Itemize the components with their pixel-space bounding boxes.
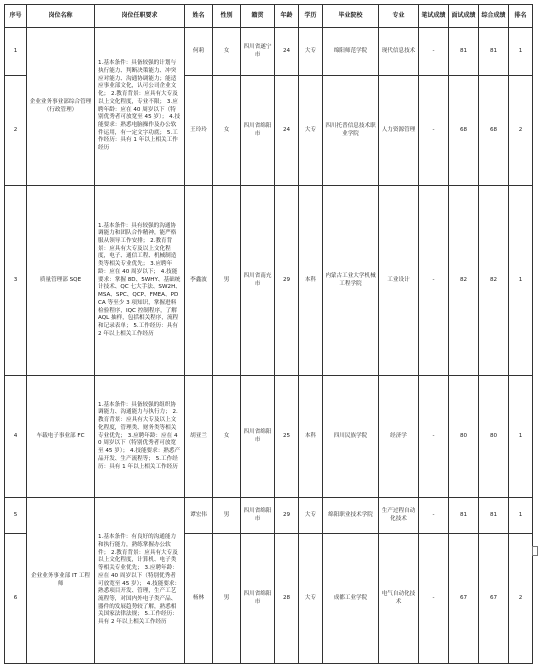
cell-origin: 四川省遂宁市: [241, 28, 275, 76]
header-name: 姓名: [185, 5, 213, 28]
table-row: [5, 498, 533, 534]
cell-education: 大专: [299, 498, 323, 534]
cell-age: 24: [275, 28, 299, 76]
cell-post: 车载电子事业部 FC: [27, 376, 95, 498]
header-gender: 性别: [213, 5, 241, 28]
cell-origin: 四川省绵阳市: [241, 498, 275, 534]
cell-major: 生产过程自动化技术: [379, 498, 419, 534]
cell-rank: 1: [509, 28, 533, 76]
header-major: 专业: [379, 5, 419, 28]
header-requirement: 岗位任职要求: [95, 5, 185, 28]
cell-name: 何莉: [185, 28, 213, 76]
cell-interview-score: 67: [449, 534, 479, 664]
cell-written-score: -: [419, 28, 449, 76]
cell-interview-score: 68: [449, 76, 479, 186]
cell-interview-score: 80: [449, 376, 479, 498]
cell-total-score: 67: [479, 534, 509, 664]
header-rank: 排名: [509, 5, 533, 28]
cell-origin: 四川省绵阳市: [241, 534, 275, 664]
cell-written-score: -: [419, 376, 449, 498]
cell-post: 质量管理部 SQE: [27, 186, 95, 376]
cell-interview-score: 82: [449, 186, 479, 376]
cell-rank: 1: [509, 186, 533, 376]
table-header-row: [5, 5, 533, 28]
cell-age: 29: [275, 498, 299, 534]
cell-gender: 女: [213, 28, 241, 76]
cell-school: 四川民族学院: [323, 376, 379, 498]
cell-major: 人力资源管理: [379, 76, 419, 186]
cell-school: 绵阳师范学院: [323, 28, 379, 76]
cell-seq: 2: [5, 76, 27, 186]
cell-written-score: -: [419, 76, 449, 186]
header-post: 岗位名称: [27, 5, 95, 28]
table-row: [5, 28, 533, 76]
cell-school: 四川托普信息技术职业学院: [323, 76, 379, 186]
cell-gender: 女: [213, 376, 241, 498]
cell-name: 杨林: [185, 534, 213, 664]
cell-origin: 四川省南充市: [241, 186, 275, 376]
cell-major: 经济学: [379, 376, 419, 498]
cell-rank: 1: [509, 498, 533, 534]
cell-requirement: 1.基本条件：有良好的沟通能力和执行能力，熟练掌握办公软件； 2.教育背景：应具有大专及以上文化程度，计算机、电子类等相关专业优先； 3.应聘年龄：应在 40 周岁以下（特别优秀者可放宽至 45 岁）； 4.技能要求：熟悉项目开发、管理，生产工艺流程等，对国内外电子类产品、器件的发展趋势较了解，熟悉相关国家法律法规； 5.工作经历：具有 2 年以上相关工作经历: [95, 498, 185, 664]
header-interview-score: 面试成绩: [449, 5, 479, 28]
cell-school: 成都工业学院: [323, 534, 379, 664]
header-education: 学历: [299, 5, 323, 28]
cell-age: 29: [275, 186, 299, 376]
header-origin: 籍贯: [241, 5, 275, 28]
cell-education: 大专: [299, 534, 323, 664]
cell-gender: 男: [213, 186, 241, 376]
cell-rank: 1: [509, 376, 533, 498]
cell-interview-score: 81: [449, 28, 479, 76]
cell-school: 绵阳职业技术学院: [323, 498, 379, 534]
cell-name: 胡亚兰: [185, 376, 213, 498]
page-edge-handle[interactable]: [532, 546, 538, 556]
cell-seq: 1: [5, 28, 27, 76]
cell-gender: 男: [213, 534, 241, 664]
cell-seq: 6: [5, 534, 27, 664]
cell-major: 工业设计: [379, 186, 419, 376]
cell-interview-score: 81: [449, 498, 479, 534]
cell-requirement: 1.基本条件：具备较强的组织协调能力、沟通能力与执行力； 2.教育背景：应具有大专及以上文化程度，管理类、财务类等相关专业优先； 3.应聘年龄：应在 40 周岁以下（特别优秀者可放宽至 45 岁）； 4.技能要求：熟悉产品开发、生产流程等； 5.工作经历：具有 1 年以上相关工作经历: [95, 376, 185, 498]
cell-seq: 5: [5, 498, 27, 534]
header-seq: 序号: [5, 5, 27, 28]
cell-education: 本科: [299, 376, 323, 498]
table-row: [5, 186, 533, 376]
cell-requirement: 1.基本条件：具备较强的计划与执行能力、判断决策能力、冲突应对能力、沟通协调能力；能适应事业部文化，认可公司企业文化； 2.教育背景：应具有大专及以上文化程度，专业不限； 3.应聘年龄：应在 40 周岁以下（特别优秀者可放宽至 45 岁）； 4.技能要求：熟悉电脑操作及办公软件运用，有一定文字功底； 5.工作经历：具有 1 年以上相关工作经历: [95, 28, 185, 186]
header-total-score: 综合成绩: [479, 5, 509, 28]
cell-requirement: 1.基本条件：具有较强的沟通协调能力和团队合作精神，能严格服从领导工作安排； 2.教育背景：应具有大专及以上文化程度，电子、通信工程、机械制造类等相关专业优先； 3.应聘年龄：应在 40 周岁以下； 4.技能要求：掌握 8D、5WHY、基础统计技术、QC 七大手法、SW2H、MSA、SPC、QCP、FMEA、PDCA 等至少 3 项知识，掌握进料检验程序，IQC 控制程序，了解 AQL 抽样，包括相关程序，流程和记录表单； 5.工作经历：具有 2 年以上相关工作经历: [95, 186, 185, 376]
cell-written-score: -: [419, 534, 449, 664]
cell-post: 企业业务事业部 IT 工程师: [27, 498, 95, 664]
cell-total-score: 81: [479, 498, 509, 534]
cell-seq: 3: [5, 186, 27, 376]
candidate-results-table: [4, 4, 533, 664]
cell-total-score: 68: [479, 76, 509, 186]
cell-name: 王玲玲: [185, 76, 213, 186]
cell-written-score: -: [419, 186, 449, 376]
cell-rank: 2: [509, 76, 533, 186]
cell-age: 28: [275, 534, 299, 664]
header-written-score: 笔试成绩: [419, 5, 449, 28]
cell-gender: 男: [213, 498, 241, 534]
cell-name: 李鑫波: [185, 186, 213, 376]
cell-major: 电气自动化技术: [379, 534, 419, 664]
cell-major: 现代信息技术: [379, 28, 419, 76]
cell-seq: 4: [5, 376, 27, 498]
cell-education: 本科: [299, 186, 323, 376]
cell-post: 企业业务事业部综合管理（行政管理）: [27, 28, 95, 186]
cell-education: 大专: [299, 28, 323, 76]
cell-written-score: -: [419, 498, 449, 534]
table-row: [5, 376, 533, 498]
cell-total-score: 81: [479, 28, 509, 76]
cell-total-score: 80: [479, 376, 509, 498]
cell-rank: 2: [509, 534, 533, 664]
header-age: 年龄: [275, 5, 299, 28]
cell-age: 24: [275, 76, 299, 186]
cell-age: 25: [275, 376, 299, 498]
cell-total-score: 82: [479, 186, 509, 376]
cell-origin: 四川省绵阳市: [241, 76, 275, 186]
cell-school: 内蒙古工业大学机械工程学院: [323, 186, 379, 376]
cell-origin: 四川省绵阳市: [241, 376, 275, 498]
header-school: 毕业院校: [323, 5, 379, 28]
results-sheet: [4, 4, 532, 660]
cell-gender: 女: [213, 76, 241, 186]
cell-name: 谭宏伟: [185, 498, 213, 534]
cell-education: 大专: [299, 76, 323, 186]
